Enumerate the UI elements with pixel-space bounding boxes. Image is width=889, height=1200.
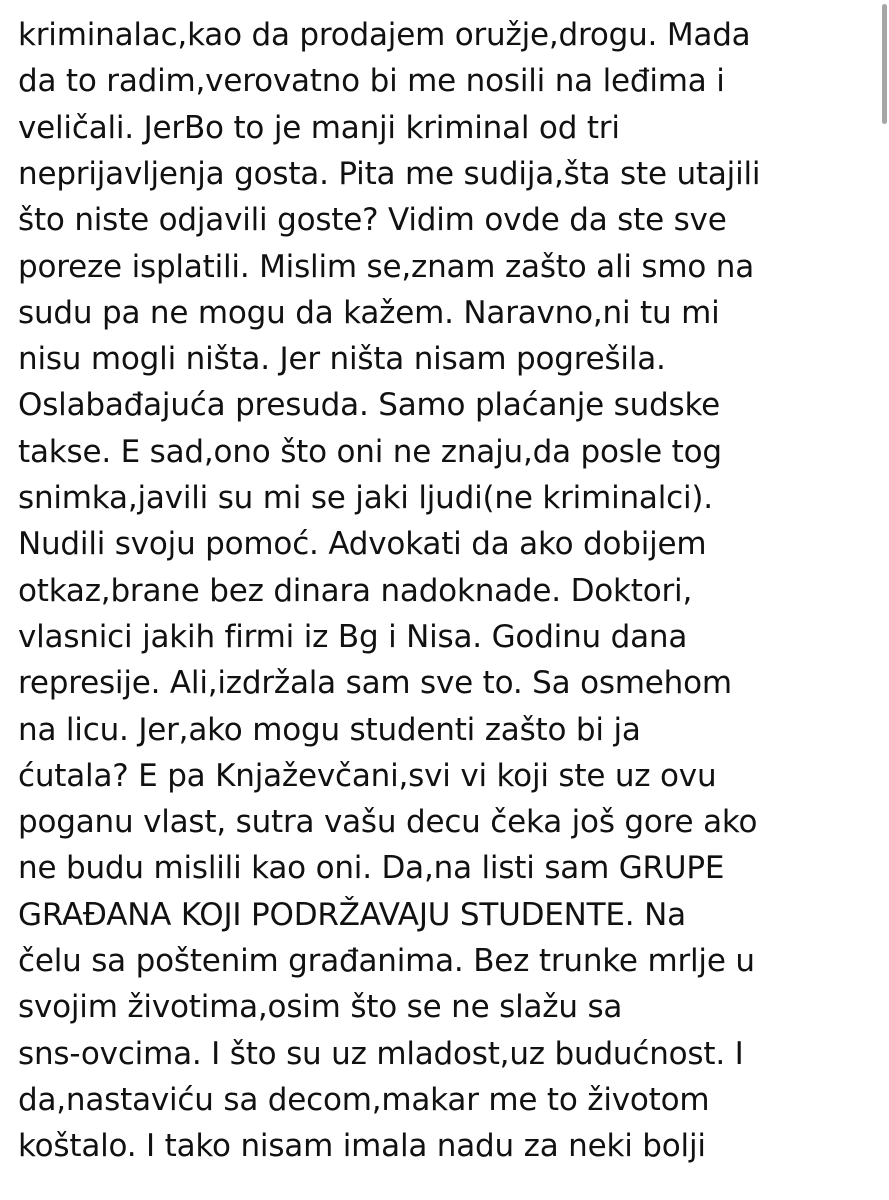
post-text-line: poreze isplatili. Mislim se,znam zašto ali smo na bbox=[18, 248, 755, 285]
post-text-line: GRAĐANA KOJI PODRŽAVAJU STUDENTE. Na bbox=[18, 896, 686, 933]
post-text-line: sudu pa ne mogu da kažem. Naravno,ni tu mi bbox=[18, 294, 720, 331]
post-text-line: na licu. Jer,ako mogu studenti zašto bi ja bbox=[18, 711, 641, 748]
post-text-line: Nudili svoju pomoć. Advokati da ako dobijem bbox=[18, 526, 707, 563]
post-text-line: sns-ovcima. I što su uz mladost,uz budućnost. I bbox=[18, 1035, 744, 1072]
post-text-line: neprijavljenja gosta. Pita me sudija,šta ste utajili bbox=[18, 155, 761, 192]
scrollbar-thumb[interactable] bbox=[882, 4, 887, 124]
post-text-line: što niste odjavili goste? Vidim ovde da ste sve bbox=[18, 202, 727, 239]
post-text-line: Oslabađajuća presuda. Samo plaćanje sudske bbox=[18, 387, 721, 424]
post-text-line: snimka,javili su mi se jaki ljudi(ne kriminalci). bbox=[18, 480, 713, 516]
post-text-line: čelu sa poštenim građanima. Bez trunke mrlje u bbox=[18, 943, 755, 979]
post-text-line: veličali. JerBo to je manji kriminal od tri bbox=[18, 109, 620, 146]
post-text-line: takse. E sad,ono što oni ne znaju,da posle tog bbox=[18, 433, 722, 470]
post-text-line: da,nastaviću sa decom,makar me to životom bbox=[18, 1081, 710, 1118]
post-text-line: ne budu mislili kao oni. Da,na listi sam GRUPE bbox=[18, 850, 725, 887]
post-text-line: da to radim,verovatno bi me nosili na leđima i bbox=[18, 63, 725, 100]
post-text-line: otkaz,brane bez dinara nadoknade. Doktori, bbox=[18, 572, 693, 609]
post-text-line: poganu vlast, sutra vašu decu čeka još gore ako bbox=[18, 804, 758, 841]
post-text-line: vlasnici jakih firmi iz Bg i Nisa. Godinu dana bbox=[18, 618, 688, 655]
post-text-line: ćutala? E pa Knjaževčani,svi vi koji ste uz ovu bbox=[18, 757, 717, 794]
post-text-line: represije. Ali,izdržala sam sve to. Sa osmehom bbox=[18, 665, 732, 702]
post-text-line: svojim životima,osim što se ne slažu sa bbox=[18, 989, 623, 1026]
post-text-line: kriminalac,kao da prodajem oružje,drogu. Mada bbox=[18, 17, 751, 53]
post-text-line: koštalo. I tako nisam imala nadu za neki bolji bbox=[18, 1128, 706, 1165]
post-text-line: nisu mogli ništa. Jer ništa nisam pogrešila. bbox=[18, 341, 666, 378]
